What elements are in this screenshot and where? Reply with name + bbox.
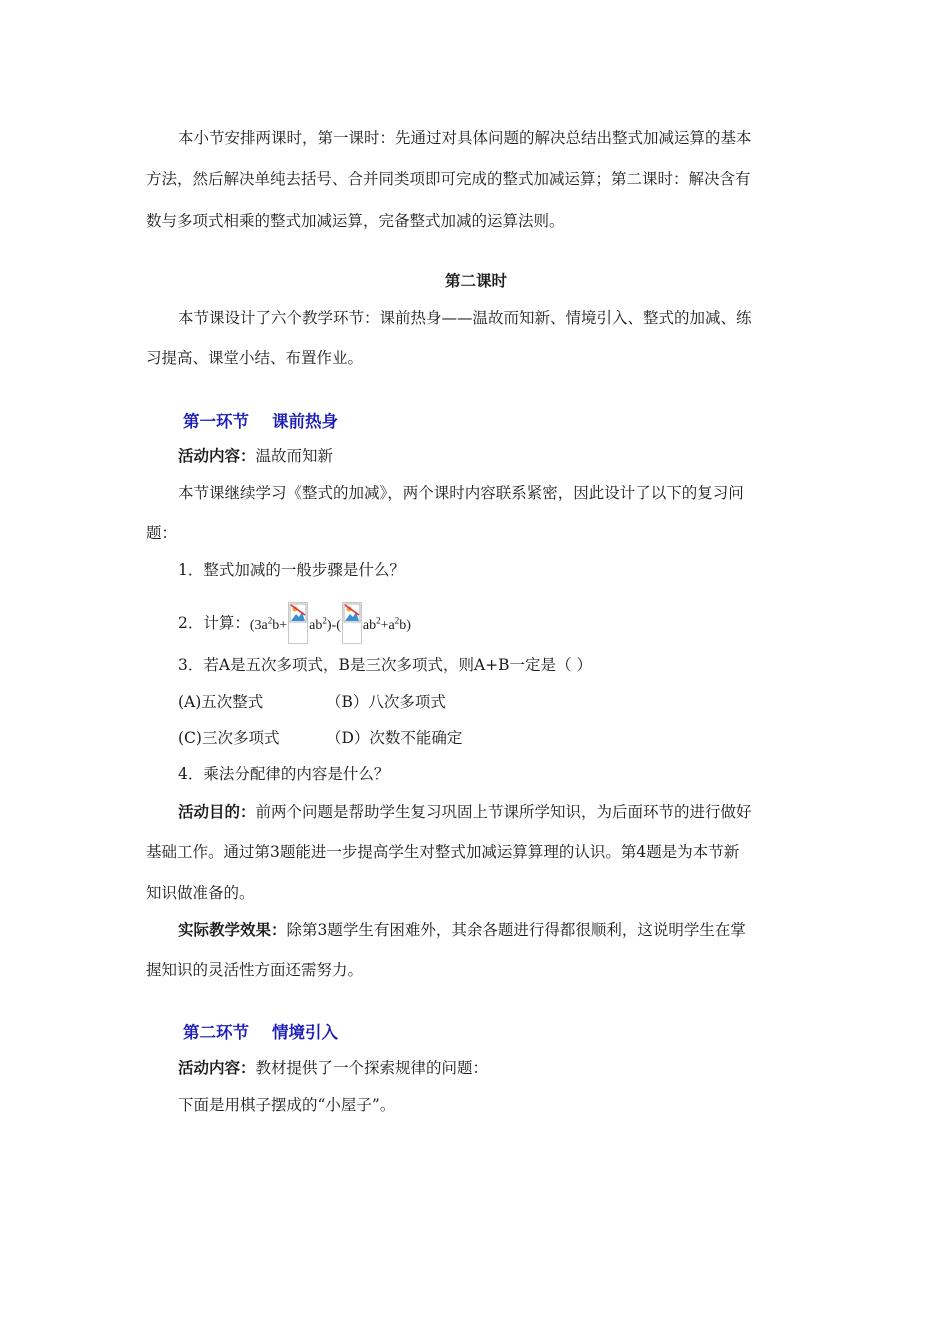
expr-part-2: $ab^2)-$( — [309, 615, 341, 633]
option-a: (A)五次整式 — [178, 693, 264, 711]
purpose-line-2: 基础工作。通过第3题能进一步提高学生对整式加减运算算理的认识。第4题是为本节新 — [146, 843, 740, 861]
option-b: （B）八次多项式 — [326, 693, 446, 711]
section2-line-1: 下面是用棋子摆成的“小屋子”。 — [178, 1096, 396, 1114]
section2-content — [178, 1058, 808, 1078]
intro-line-1: 本小节安排两课时，第一课时：先通过对具体问题的解决总结出整式加减运算的基本 — [178, 129, 752, 147]
effect-label: 实际教学效果： — [178, 920, 287, 939]
option-c: (C)三次多项式 — [178, 729, 280, 747]
overview-line-1: 本节课设计了六个教学环节：课前热身——温故而知新、情境引入、整式的加减、练 — [178, 309, 752, 327]
section1-desc-line-1: 本节课继续学习《整式的加减》，两个课时内容联系紧密，因此设计了以下的复习问 — [178, 484, 744, 502]
section1-content — [178, 446, 808, 466]
content-text: 教材提供了一个探索规律的问题： — [255, 1059, 489, 1077]
section1-heading: 第一环节 课前热身 — [183, 412, 338, 431]
overview-line-2: 习提高、课堂小结、布置作业。 — [146, 349, 364, 367]
purpose-line-3: 知识做准备的。 — [146, 884, 255, 902]
content-text: 温故而知新 — [255, 447, 334, 465]
purpose-label: 活动目的： — [178, 802, 256, 821]
section2-heading: 第二环节 情境引入 — [183, 1023, 338, 1042]
option-d: （D）次数不能确定 — [326, 729, 463, 747]
intro-line-2: 方法，然后解决单纯去括号、合并同类项即可完成的整式加减运算；第二课时：解决含有 — [146, 170, 751, 188]
content-label: 活动内容： — [178, 1058, 256, 1077]
expr-part-3: $ab^2+a^2b$) — [362, 615, 411, 633]
broken-image-icon — [342, 602, 362, 644]
section1-desc-line-2: 题： — [146, 524, 178, 542]
question-4: 4．乘法分配律的内容是什么？ — [178, 765, 390, 783]
purpose-line-1: 活动目的：前两个问题是帮助学生复习巩固上节课所学知识，为后面环节的进行做好 — [178, 802, 752, 821]
content-label: 活动内容： — [178, 446, 256, 465]
question-2 — [178, 602, 411, 642]
question-3: 3．若A是五次多项式，B是三次多项式，则A+B一定是（ ） — [178, 656, 592, 674]
lesson-title: 第二课时 — [444, 271, 507, 290]
expr-part-1: ($3a^2b+$ — [249, 615, 288, 633]
question-2-prefix: 2．计算： — [178, 614, 250, 632]
broken-image-icon — [288, 602, 308, 644]
effect-line-2: 握知识的灵活性方面还需努力。 — [146, 961, 364, 979]
effect-line-1: 实际教学效果：除第3题学生有困难外，其余各题进行得都很顺利，这说明学生在掌 — [178, 920, 746, 939]
question-1: 1．整式加减的一般步骤是什么？ — [178, 561, 405, 579]
intro-line-3: 数与多项式相乘的整式加减运算，完备整式加减的运算法则。 — [146, 212, 565, 230]
